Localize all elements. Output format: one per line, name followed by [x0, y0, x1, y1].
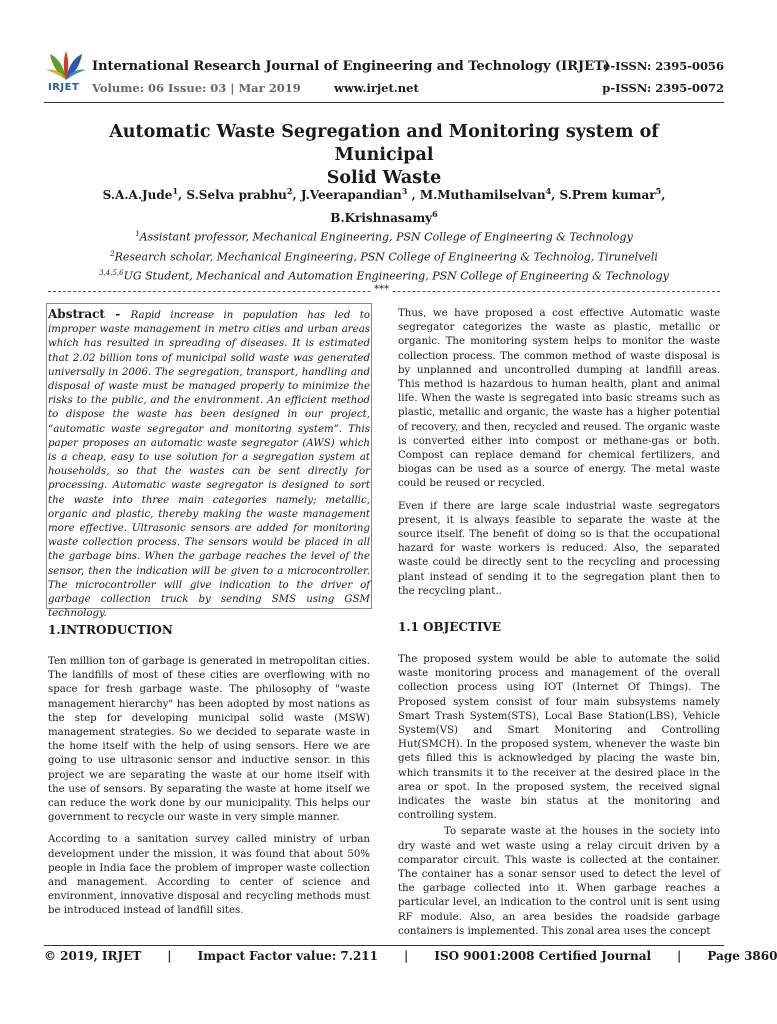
title-line-1: Automatic Waste Segregation and Monitoring system of Municipal: [109, 122, 659, 165]
divider-mark: ***: [374, 284, 389, 295]
footer-page-number: Page 3860: [707, 949, 777, 963]
footer-copyright: © 2019, IRJET: [44, 949, 142, 963]
logo-text: IRJET: [48, 82, 80, 93]
introduction-heading: 1.INTRODUCTION: [48, 623, 173, 637]
paper-title: [60, 121, 708, 190]
footer-separator: |: [404, 949, 409, 963]
footer-impact-factor: Impact Factor value: 7.211: [197, 949, 379, 963]
affiliation-list: [40, 226, 728, 285]
objective-heading: 1.1 OBJECTIVE: [398, 620, 502, 634]
paragraph: The proposed system would be able to automate the solid waste monitoring process and management of the overall collection process using IOT (Internet Of Things). The Proposed system consist of four main subsystems namely Smart Trash System(STS), Local Base Station(LBS), Vehicle System(VS) and Smart Monitoring and Controlling Hut(SMCH). In the proposed system, whenever the waste bin gets filled this is acknowledged by placing the waste bin, which transmits it to the receiver at the desired place in the area or spot. In the proposed system, the received signal indicates the waste bin status at the monitoring and controlling system.: [398, 654, 720, 822]
objective-body: [398, 653, 720, 947]
author: S.Selva prabhu$^2$: [186, 186, 293, 202]
paragraph: Even if there are large scale industrial waste segregators present, it is always feasible to separate the waste at the source itself. The benefit of doing so is that the occupational hazard for waste workers is reduced. Also, the separated waste could be directly sent to the recycling and processing plant instead of sending it to the segregation plant then to the recycling plant..: [398, 500, 720, 597]
author: M.Muthamilselvan$^4$: [419, 186, 552, 202]
abstract: [48, 307, 370, 621]
paragraph: According to a sanitation survey called ministry of urban development under the mission, it was found that about 50% people in India face the problem of improper waste collection and management. According to center of science and environment, innovative disposal and recycling methods must be introduced instead of landfill sites.: [48, 834, 370, 917]
footer-separator: |: [677, 949, 682, 963]
author-list: S.A.A.Jude$^1$, S.Selva prabhu$^2$, J.Veerapandian$^3$ , M.Muthamilselvan$^4$, S.Prem kumar$^5$, B.Krishnasamy$^6$: [102, 186, 666, 225]
footer-iso: ISO 9001:2008 Certified Journal: [434, 949, 652, 963]
paragraph: Thus, we have proposed a cost effective Automatic waste segregator categorizes the waste as plastic, metallic or organic. The monitoring system helps to monitor the waste collection process. The common method of waste disposal is by unplanned and uncontrolled dumping at landfill areas. This method is hazardous to human health, plant and animal life. When the waste is segregated into basic streams such as plastic, metallic and organic, the waste has a higher potential of recovery, and then, recycled and reused. The organic waste is converted either into compost or methane-gas or both. Compost can replace demand for chemical fertilizers, and biogas can be used as a source of energy. The metal waste could be reused or recycled.: [398, 308, 720, 490]
title-line-2: Solid Waste: [326, 168, 442, 188]
author: S.Prem kumar$^5$: [559, 186, 662, 202]
right-column-body: [398, 307, 720, 607]
header-rule: [44, 102, 724, 103]
footer-separator: |: [167, 949, 172, 963]
author: B.Krishnasamy$^6$: [330, 209, 438, 225]
journal-header: [44, 50, 724, 98]
introduction-body: [48, 655, 370, 927]
page-footer: [44, 949, 777, 963]
paragraph: Ten million ton of garbage is generated in metropolitan cities. The landfills of most of these cities are overflowing with no space for fresh garbage waste. The philosophy of "waste management hierarchy" has been adopted by most nations as the step for developing municipal solid waste (MSW) management strategies. So we decided to separate waste in the home itself with the help of using sensors. Here we are going to use ultrasonic sensor and inductive sensor. in this project we are separating the waste at our home itself with the use of sensors. By separating the waste at home itself we can reduce the work done by our municipality. This helps our government to recycle our waste in very simple manner.: [48, 656, 370, 824]
affiliation: $^{3,4,5,6}$UG Student, Mechanical and Automation Engineering, PSN College of Engineering & Technology: [99, 269, 669, 283]
volume-info: Volume: 06 Issue: 03 | Mar 2019: [92, 81, 301, 95]
footer-rule: [44, 945, 724, 946]
e-issn: e-ISSN: 2395-0056: [603, 59, 724, 73]
irjet-logo: [44, 50, 88, 98]
p-issn: p-ISSN: 2395-0072: [602, 81, 724, 95]
abstract-text: Rapid increase in population has led to improper waste management in metro cities and urban areas which has resulted in spreading of diseases. It is estimated that 2.02 billion tons of municipal solid waste was generated universally in 2006. The segregation, transport, handling and disposal of waste must be managed properly to minimize the risks to the public, and the environment. An efficient method to dispose the waste has been designed in our project, “automatic waste segregator and monitoring system”. This paper proposes an automatic waste segregator (AWS) which is a cheap, easy to use solution for a segregation system at households, so that the wastes can be sent directly for processing. Automatic waste segregator is designed to sort the waste into three main categories namely; metallic, organic and plastic, thereby making the waste management more effective. Ultrasonic sensors are added for monitoring waste collection process. The sensors would be placed in all the garbage bins. When the garbage reaches the level of the sensor, then the indication will be given to a microcontroller. The microcontroller will give indication to the driver of garbage collection truck by sending SMS using GSM technology.: [48, 310, 370, 620]
paragraph: To separate waste at the houses in the society into dry waste and wet waste using a relay circuit driven by a comparator circuit. This waste is collected at the container. The container has a sonar sensor used to detect the level of the garbage collected into it. When garbage reaches a particular level, an indication to the control unit is sent using RF module. Also, an area besides the roadside garbage containers is implemented. This zonal area uses the concept: [398, 826, 720, 937]
journal-website[interactable]: www.irjet.net: [334, 81, 419, 95]
affiliation: $^1$Assistant professor, Mechanical Engineering, PSN College of Engineering & Technology: [135, 230, 633, 244]
affiliation: $^2$Research scholar, Mechanical Engineering, PSN College of Engineering & Technolog, Tirunelveli: [110, 249, 658, 264]
author: J.Veerapandian$^3$: [300, 186, 408, 202]
journal-title: International Research Journal of Engineering and Technology (IRJET): [92, 59, 610, 74]
author: S.A.A.Jude$^1$: [102, 186, 179, 202]
abstract-label: Abstract -: [48, 307, 131, 321]
